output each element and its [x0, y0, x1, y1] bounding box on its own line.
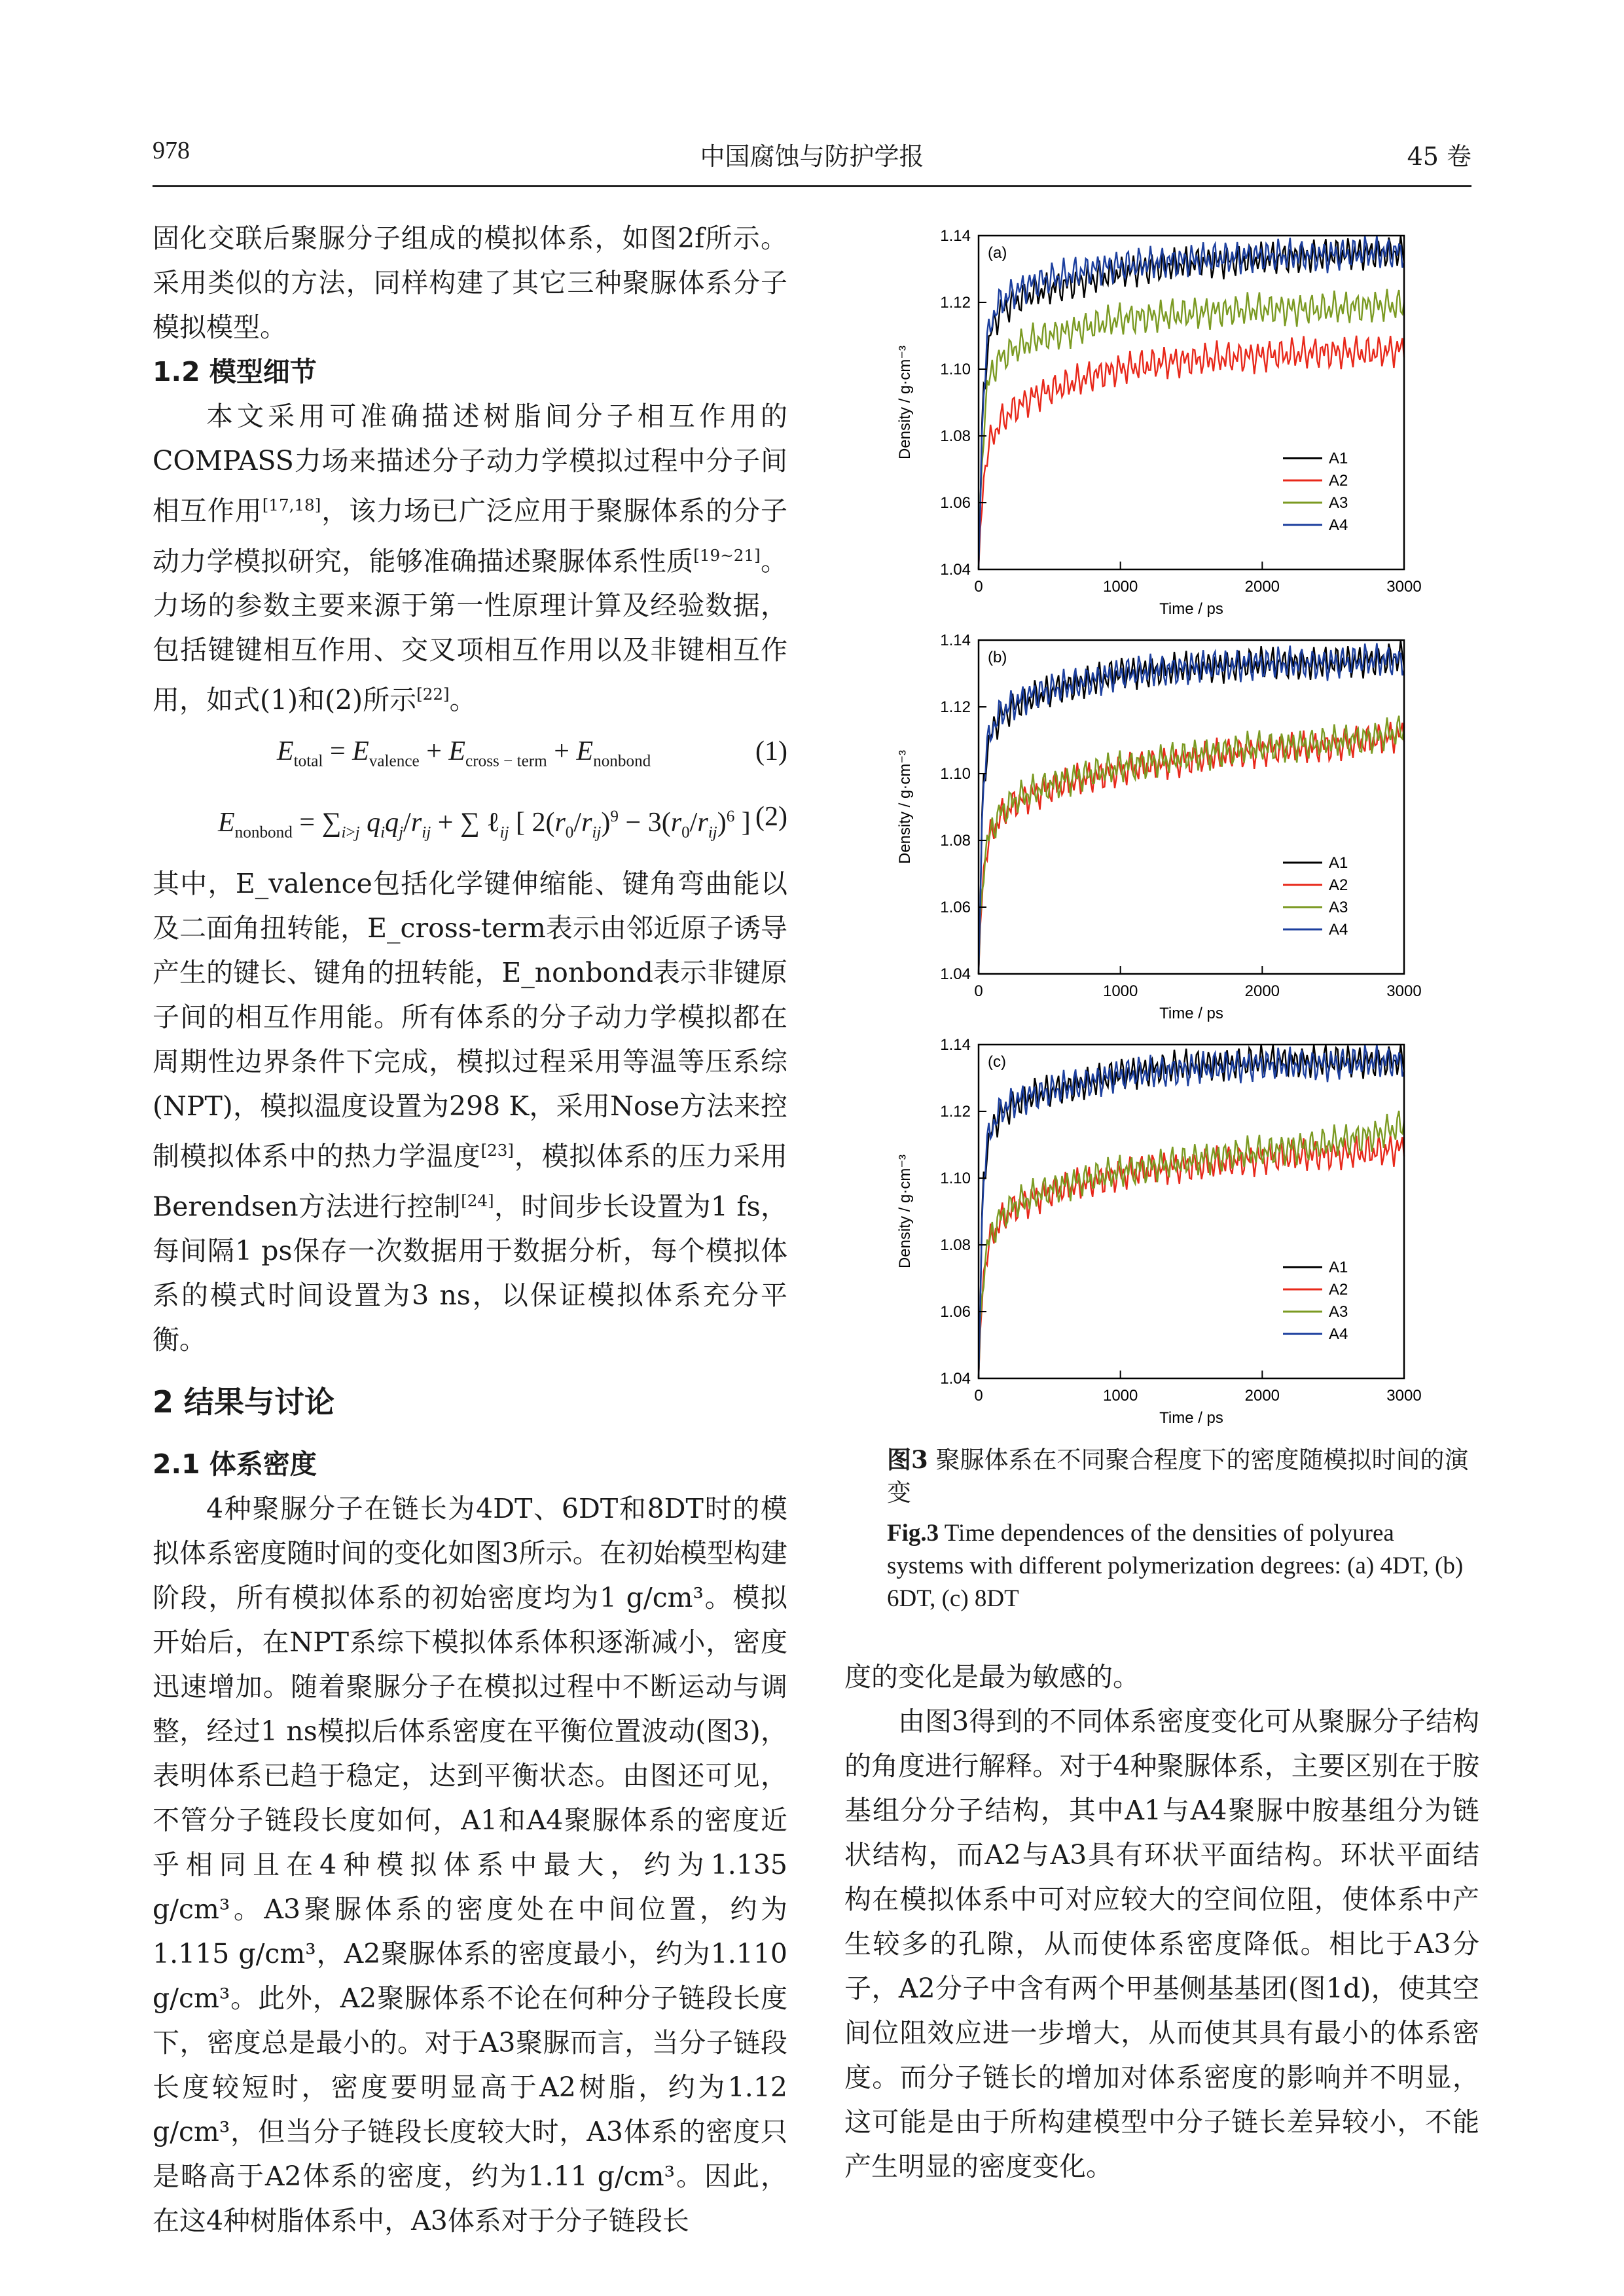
legend-label: A1 — [1329, 854, 1348, 872]
paragraph-density: 4种聚脲分子在链长为4DT、6DT和8DT时的模拟体系密度随时间的变化如图3所示。在初始模型构建阶段，所有模拟体系的初始密度均为1 g/cm³。模拟开始后，在NPT系综下模拟体系体积逐渐减小，密度迅速增加。随着聚脲分子在模拟过程中不断运动与调整，经过1 ns模拟后体系密度在平衡位置波动(图3)，表明体系已趋于稳定，达到平衡状态。由图还可见，不管分子链段长度如何，A1和A4聚脲体系的密度近乎相同且在4种模拟体系中最大，约为1.135 g/cm³。A3聚脲体系的密度处在中间位置，约为1.115 g/cm³，A2聚脲体系的密度最小，约为1.110 g/cm³。此外，A2聚脲体系不论在何种分子链段长度下，密度总是最小的。对于A3聚脲而言，当分子链段长度较短时，密度要明显高于A2树脂，约为1.12 g/cm³，但当分子链段长度较大时，A3体系的密度只是略高于A2体系的密度，约为1.11 g/cm³。因此，在这4种树脂体系中，A3体系对于分子链段长 — [153, 1493, 787, 2237]
density-chart-c — [871, 1031, 1479, 1436]
x-tick-label: 3000 — [1386, 982, 1422, 1000]
citation: [24] — [461, 1191, 494, 1210]
y-tick-label: 1.14 — [940, 1036, 971, 1054]
header-rule — [153, 185, 1471, 187]
x-tick-label: 0 — [974, 578, 983, 596]
equation-2: $E_{nonbond} = \sum_{i>j}$ $q_iq_j/r_{ij}$ + ∑ ℓ$_{ij}$ [ $2(r_0/r_{ij})^9 - 3(r_0/r_{ij})^6$ ] (2) — [153, 778, 787, 861]
y-tick-label: 1.06 — [940, 899, 971, 916]
section-heading-1-2: 1.2 模型细节 — [153, 356, 317, 387]
y-axis-label: Density / g·cm⁻³ — [896, 345, 914, 460]
legend-label: A2 — [1329, 472, 1348, 490]
y-tick-label: 1.10 — [940, 1170, 971, 1187]
y-tick-label: 1.10 — [940, 361, 971, 378]
y-tick-label: 1.04 — [940, 965, 971, 983]
density-chart-a — [871, 223, 1479, 627]
x-tick-label: 1000 — [1102, 578, 1138, 596]
x-tick-label: 2000 — [1244, 982, 1280, 1000]
equation-number: (2) — [755, 801, 787, 832]
paragraph-explanation: 由图3得到的不同体系密度变化可从聚脲分子结构的角度进行解释。对于4种聚脲体系，主要区别在于胺基组分分子结构，其中A1与A4聚脲中胺基组分为链状结构，而A2与A3具有环状平面结构。环状平面结构在模拟体系中可对应较大的空间位阻，使体系中产生较多的孔隙，从而使体系密度降低。相比于A3分子，A2分子中含有两个甲基侧基基团(图1d)，使其空间位阻效应进一步增大，从而使其具有最小的体系密度。而分子链长的增加对体系密度的影响并不明显，这可能是由于所构建模型中分子链长差异较小，不能产生明显的密度变化。 — [844, 1706, 1479, 2182]
y-tick-label: 1.10 — [940, 765, 971, 783]
journal-title: 中国腐蚀与防护学报 — [700, 142, 924, 171]
figure-3 — [871, 223, 1479, 1436]
paragraph-continuation-right: 度的变化是最为敏感的。 — [844, 1661, 1140, 1693]
volume-label: 45 卷 — [1407, 142, 1471, 171]
density-chart-b — [871, 627, 1479, 1031]
x-axis-label: Time / ps — [1159, 1005, 1223, 1022]
x-tick-label: 0 — [974, 1387, 983, 1405]
legend-label: A4 — [1329, 1325, 1348, 1343]
y-tick-label: 1.12 — [940, 698, 971, 716]
citation: [23] — [480, 1140, 514, 1160]
y-tick-label: 1.04 — [940, 561, 971, 579]
y-tick-label: 1.14 — [940, 227, 971, 245]
x-axis-label: Time / ps — [1159, 600, 1223, 618]
equation-number: (1) — [755, 736, 787, 766]
y-axis-label: Density / g·cm⁻³ — [896, 1154, 914, 1269]
y-tick-label: 1.08 — [940, 427, 971, 445]
x-tick-label: 3000 — [1386, 578, 1422, 596]
y-tick-label: 1.08 — [940, 1236, 971, 1254]
section-heading-2: 2 结果与讨论 — [153, 1384, 335, 1420]
y-tick-label: 1.06 — [940, 1303, 971, 1321]
y-tick-label: 1.12 — [940, 294, 971, 312]
x-tick-label: 0 — [974, 982, 983, 1000]
legend-label: A2 — [1329, 876, 1348, 894]
y-tick-label: 1.06 — [940, 494, 971, 512]
legend-label: A3 — [1329, 899, 1348, 916]
panel-label: (a) — [988, 244, 1007, 262]
citation: [22] — [416, 685, 450, 704]
chart-panel-b — [871, 627, 1479, 1031]
running-header — [153, 136, 1471, 182]
y-tick-label: 1.04 — [940, 1370, 971, 1388]
citation: [19~21] — [693, 545, 761, 565]
legend-label: A1 — [1329, 450, 1348, 467]
x-tick-label: 3000 — [1386, 1387, 1422, 1405]
paragraph-model-details: 本文采用可准确描述树脂间分子相互作用的COMPASS力场来描述分子动力学模拟过程中分子间相互作用[17,18]，该力场已广泛应用于聚脲体系的分子动力学模拟研究，能够准确描述聚脲体系性质[19~21]。力场的参数主要来源于第一性原理计算及经验数据，包括键键相互作用、交叉项相互作用以及非键相互作用，如式(1)和(2)所示[22]。 — [153, 401, 788, 716]
paragraph-where: 其中，E_valence包括化学键伸缩能、键角弯曲能以及二面角扭转能，E_cross-term表示由邻近原子诱导产生的键长、键角的扭转能，E_nonbond表示非键原子间的相互作用能。所有体系的分子动力学模拟都在周期性边界条件下完成，模拟过程采用等温等压系综(NPT)，模拟温度设置为298 K，采用Nose方法来控制模拟体系中的热力学温度[23]，模拟体系的压力采用Berendsen方法进行控制[24]，时间步长设置为1 fs，每间隔1 ps保存一次数据用于数据分析，每个模拟体系的模式时间设置为3 ns，以保证模拟体系充分平衡。 — [153, 867, 788, 1356]
equation-1: $E_{total} = E_{valence} + E_{cross - term} + E_{nonbond}$ (1) — [153, 723, 787, 778]
section-heading-2-1: 2.1 体系密度 — [153, 1448, 317, 1480]
right-column — [844, 1655, 1479, 2189]
y-axis-label: Density / g·cm⁻³ — [896, 749, 914, 865]
legend-label: A1 — [1329, 1259, 1348, 1276]
y-tick-label: 1.08 — [940, 832, 971, 850]
caption-english: Fig.3 Time dependences of the densities of polyurea systems with different polymerization degrees: (a) 4DT, (b) 6DT, (c) 8DT — [887, 1520, 1464, 1612]
legend-label: A4 — [1329, 921, 1348, 939]
caption-chinese: 图3 聚脲体系在不同聚合程度下的密度随模拟时间的演变 — [887, 1445, 1469, 1507]
left-column — [153, 216, 787, 2243]
x-axis-label: Time / ps — [1159, 1409, 1223, 1427]
panel-label: (c) — [988, 1053, 1006, 1071]
legend-label: A3 — [1329, 494, 1348, 512]
y-tick-label: 1.14 — [940, 632, 971, 649]
y-tick-label: 1.12 — [940, 1103, 971, 1121]
page-number: 978 — [153, 137, 190, 164]
panel-label: (b) — [988, 649, 1007, 666]
x-tick-label: 2000 — [1244, 1387, 1280, 1405]
x-tick-label: 1000 — [1102, 1387, 1138, 1405]
figure-caption — [887, 1443, 1476, 1615]
x-tick-label: 1000 — [1102, 982, 1138, 1000]
chart-panel-c — [871, 1031, 1479, 1436]
legend-label: A2 — [1329, 1281, 1348, 1299]
legend-label: A3 — [1329, 1303, 1348, 1321]
legend-label: A4 — [1329, 516, 1348, 534]
x-tick-label: 2000 — [1244, 578, 1280, 596]
chart-panel-a — [871, 223, 1479, 627]
citation: [17,18] — [262, 495, 321, 514]
paragraph-continuation: 固化交联后聚脲分子组成的模拟体系，如图2f所示。采用类似的方法，同样构建了其它三种聚脲体系分子模拟模型。 — [153, 223, 787, 343]
